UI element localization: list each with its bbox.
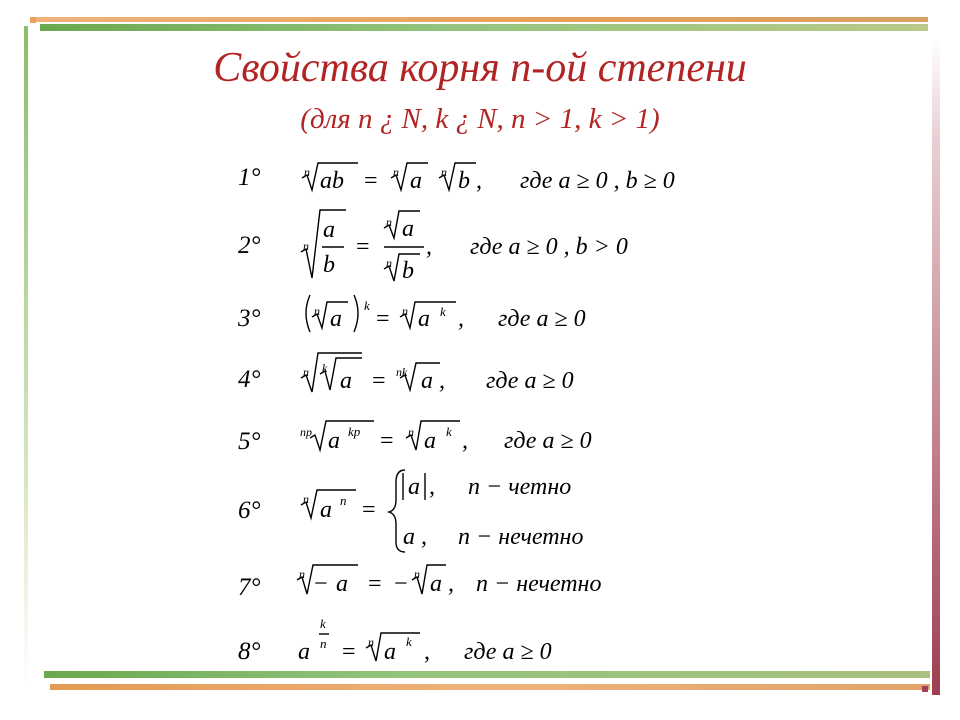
formula-1	[302, 163, 675, 194]
formula-5	[300, 421, 592, 454]
svg-text:=: =	[362, 497, 376, 523]
condition-2: где a ≥ 0 , b > 0	[470, 234, 628, 260]
svg-text:n: n	[304, 165, 310, 179]
svg-text:a: a	[340, 368, 352, 394]
svg-text:a: a	[418, 306, 430, 332]
svg-text:kp: kp	[348, 424, 361, 439]
svg-text:a: a	[298, 639, 310, 665]
svg-text:−: −	[314, 571, 328, 597]
svg-text:a: a	[328, 428, 340, 454]
svg-text:n: n	[386, 215, 392, 229]
svg-text:a ,: a ,	[403, 524, 427, 550]
svg-text:a: a	[330, 306, 342, 332]
svg-text:,: ,	[426, 234, 432, 260]
svg-text:,: ,	[462, 428, 468, 454]
svg-text:=: =	[356, 234, 370, 260]
svg-text:=: =	[380, 428, 394, 454]
condition-1: где a ≥ 0 , b ≥ 0	[520, 168, 675, 194]
svg-text:=: =	[376, 306, 390, 332]
svg-text:,: ,	[429, 474, 435, 500]
svg-text:n: n	[303, 239, 309, 253]
formula-3	[306, 295, 586, 332]
svg-text:n: n	[402, 304, 408, 318]
formula-6	[301, 470, 583, 552]
formula-7	[297, 565, 601, 597]
property-number-7: 7°	[238, 574, 261, 601]
svg-text:,: ,	[458, 306, 464, 332]
svg-text:=: =	[372, 368, 386, 394]
svg-text:a: a	[320, 497, 332, 523]
svg-text:=: =	[368, 571, 382, 597]
condition-6-even: n − четно	[468, 474, 572, 500]
svg-text:np: np	[300, 425, 312, 439]
formula-8	[298, 616, 552, 665]
property-number-2: 2°	[238, 232, 261, 259]
property-number-3: 3°	[238, 305, 261, 332]
svg-text:n: n	[414, 567, 420, 581]
svg-text:a: a	[402, 216, 414, 242]
svg-text:k: k	[406, 634, 412, 649]
svg-text:n: n	[314, 304, 320, 318]
svg-text:n: n	[299, 567, 305, 581]
svg-text:k: k	[322, 361, 328, 375]
svg-text:a ,: a ,	[430, 571, 454, 597]
condition-6-odd: n − нечетно	[458, 524, 584, 550]
svg-text:n: n	[393, 165, 399, 179]
formula-2	[301, 210, 628, 284]
svg-text:n: n	[340, 493, 347, 508]
svg-text:k: k	[364, 298, 370, 313]
svg-text:a: a	[336, 571, 348, 597]
property-number-4: 4°	[238, 366, 261, 393]
svg-text:a: a	[424, 428, 436, 454]
slide-subtitle: (для n ¿ N, k ¿ N, n > 1, k > 1)	[300, 103, 660, 135]
condition-7: n − нечетно	[476, 571, 602, 597]
svg-text:b ,: b ,	[458, 168, 482, 194]
condition-4: где a ≥ 0	[486, 368, 574, 394]
svg-text:=: =	[342, 639, 356, 665]
slide-title: Свойства корня n-ой степени	[213, 45, 747, 91]
condition-3: где a ≥ 0	[498, 306, 586, 332]
property-number-6: 6°	[238, 497, 261, 524]
property-number-5: 5°	[238, 428, 261, 455]
svg-text:n: n	[441, 165, 447, 179]
svg-text:k: k	[446, 424, 452, 439]
svg-text:−: −	[394, 571, 408, 597]
property-number-1: 1°	[238, 164, 261, 191]
svg-text:a ,: a ,	[421, 368, 445, 394]
svg-text:n: n	[386, 256, 392, 270]
svg-text:n: n	[303, 365, 309, 379]
formula-4	[301, 353, 574, 394]
svg-text:n: n	[368, 635, 374, 649]
property-number-8: 8°	[238, 638, 261, 665]
condition-8: где a ≥ 0	[464, 639, 552, 665]
svg-text:=: =	[364, 168, 378, 194]
svg-text:n: n	[408, 425, 414, 439]
svg-text:a: a	[410, 168, 422, 194]
top-corner-square	[30, 17, 36, 23]
svg-text:ab: ab	[320, 168, 344, 194]
svg-text:k: k	[440, 304, 446, 319]
svg-text:k: k	[320, 616, 326, 631]
condition-5: где a ≥ 0	[504, 428, 592, 454]
svg-text:a: a	[384, 639, 396, 665]
svg-text:a: a	[323, 217, 335, 243]
svg-text:n: n	[320, 636, 327, 651]
svg-text:a: a	[408, 474, 420, 500]
svg-text:nk: nk	[396, 365, 408, 379]
svg-text:n: n	[303, 492, 309, 506]
svg-text:b: b	[323, 252, 335, 278]
svg-text:b: b	[402, 258, 414, 284]
svg-text:,: ,	[424, 639, 430, 665]
formula-area	[290, 0, 960, 720]
